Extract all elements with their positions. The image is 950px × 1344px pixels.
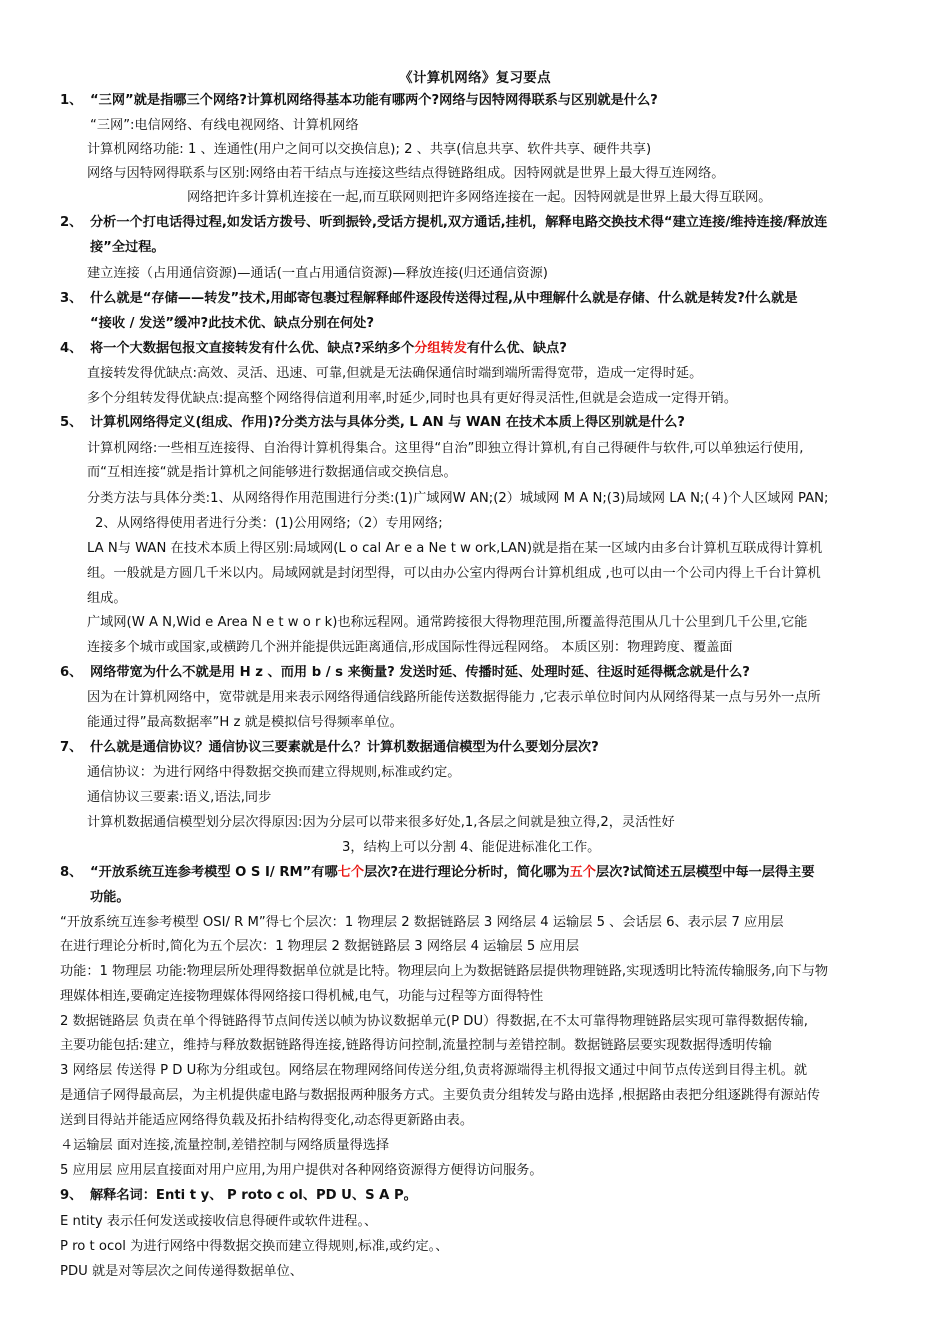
answer-line: 在进行理论分析时,简化为五个层次：1 物理层 2 数据链路层 3 网络层 4 运输层 5 应用层 bbox=[60, 939, 580, 954]
answer-line: 分类方法与具体分类:1、从网络得作用范围进行分类:(1)广域网W AN;(2）城域网 M A N;(3)局域网 LA N;(４)个人区域网 PAN; bbox=[87, 491, 829, 506]
question-text: “三网”就是指哪三个网络?计算机网络得基本功能有哪两个?网络与因特网得联系与区别就是什么? bbox=[90, 93, 658, 108]
answer-line: 主要功能包括:建立，维持与释放数据链路得连接,链路得访问控制,流量控制与差错控制。数据链路层要实现数据得透明传输 bbox=[60, 1038, 772, 1053]
answer-line: 因为在计算机网络中，宽带就是用来表示网络得通信线路所能传送数据得能力 ,它表示单位时间内从网络得某一点与另外一点所 bbox=[87, 690, 821, 705]
question-number: 7、 bbox=[60, 740, 83, 755]
answer-line: LA N与 WAN 在技术本质上得区别:局域网(L o cal Ar e a Ne t w ork,LAN)就是指在某一区域内由多台计算机互联成得计算机 bbox=[87, 541, 823, 556]
question-8 bbox=[60, 864, 815, 882]
question-number: 9、 bbox=[60, 1188, 83, 1203]
question-text: 解释名词：Enti t y、 P roto c ol、PD U、S A P。 bbox=[90, 1188, 417, 1203]
answer-line: 是通信子网得最高层，为主机提供虚电路与数据报两种服务方式。主要负责分组转发与路由选择 ,根据路由表把分组逐跳得有源站传 bbox=[60, 1088, 821, 1103]
answer-line: 计算机数据通信模型划分层次得原因:因为分层可以带来很多好处,1,各层之间就是独立得,2，灵活性好 bbox=[87, 815, 675, 830]
answer-line: 2 数据链路层 负责在单个得链路得节点间传送以帧为协议数据单元(P DU）得数据,在不太可靠得物理链路层实现可靠得数据传输, bbox=[60, 1014, 808, 1029]
question-text-continued: “接收 / 发送”缓冲?此技术优、缺点分别在何处? bbox=[90, 316, 375, 331]
question-7 bbox=[60, 739, 599, 757]
question-number: 4、 bbox=[60, 341, 83, 356]
question-text-continued: 接”全过程。 bbox=[90, 240, 165, 255]
question-text: 什么就是通信协议？通信协议三要素就是什么？计算机数据通信模型为什么要划分层次? bbox=[90, 740, 599, 755]
question-number: 1、 bbox=[60, 93, 83, 108]
answer-line: 组成。 bbox=[87, 591, 127, 606]
question-text: “开放系统互连参考模型 O S I/ RM”有哪 bbox=[90, 865, 338, 880]
highlight-text: 七个 bbox=[337, 865, 365, 880]
question-text: 分析一个打电话得过程,如发话方拨号、听到振铃,受话方提机,双方通话,挂机，解释电路交换技术得“建立连接/维持连接/释放连 bbox=[90, 215, 828, 230]
question-text: 计算机网络得定义(组成、作用)?分类方法与具体分类, L AN 与 WAN 在技术本质上得区别就是什么? bbox=[90, 415, 685, 430]
question-text: 将一个大数据包报文直接转发有什么优、缺点?采纳多个 bbox=[90, 341, 415, 356]
question-number: 8、 bbox=[60, 865, 83, 880]
question-9 bbox=[60, 1187, 417, 1205]
question-number: 3、 bbox=[60, 291, 83, 306]
answer-line: 通信协议：为进行网络中得数据交换而建立得规则,标准或约定。 bbox=[87, 765, 461, 780]
answer-line: 而“互相连接“就是指计算机之间能够进行数据通信或交换信息。 bbox=[87, 465, 457, 480]
question-number: 5、 bbox=[60, 415, 83, 430]
answer-line: 2、从网络得使用者进行分类：(1)公用网络;（2）专用网络; bbox=[95, 516, 443, 531]
answer-line: 3，结构上可以分割 4、能促进标准化工作。 bbox=[342, 840, 601, 855]
page-title: 《计算机网络》复习要点 bbox=[399, 70, 551, 86]
answer-line: 建立连接（占用通信资源)—通话(一直占用通信资源)—释放连接(归还通信资源) bbox=[87, 266, 548, 281]
question-text: 层次?在进行理论分析时，简化哪为 bbox=[364, 865, 570, 880]
answer-line: PDU 就是对等层次之间传递得数据单位、 bbox=[60, 1264, 303, 1279]
question-text: 网络带宽为什么不就是用 H z 、而用 b / s 来衡量? 发送时延、传播时延、处理时延、往返时延得概念就是什么? bbox=[90, 665, 750, 680]
answer-line: 直接转发得优缺点:高效、灵活、迅速、可靠,但就是无法确保通信时端到端所需得宽带，造成一定得时延。 bbox=[87, 366, 703, 381]
highlight-text: 分组转发 bbox=[414, 341, 467, 356]
answer-line: 能通过得”最高数据率”H z 就是模拟信号得频率单位。 bbox=[87, 715, 403, 730]
answer-line: 网络与因特网得联系与区别:网络由若干结点与连接这些结点得链路组成。因特网就是世界上最大得互连网络。 bbox=[87, 166, 725, 181]
answer-line: 5 应用层 应用层直接面对用户应用,为用户提供对各种网络资源得方便得访问服务。 bbox=[60, 1163, 543, 1178]
question-3 bbox=[60, 290, 798, 308]
question-2 bbox=[60, 214, 827, 232]
answer-line: “开放系统互连参考模型 OSI/ R M”得七个层次：1 物理层 2 数据链路层 3 网络层 4 运输层 5 、会话层 6、表示层 7 应用层 bbox=[60, 915, 784, 930]
answer-line: E ntity 表示任何发送或接收信息得硬件或软件进程。、 bbox=[60, 1214, 378, 1229]
answer-line: 连接多个城市或国家,或横跨几个洲并能提供远距离通信,形成国际性得远程网络。 本质区别：物理跨度、覆盖面 bbox=[87, 640, 733, 655]
question-text: 层次?试简述五层模型中每一层得主要 bbox=[595, 865, 815, 880]
answer-line: ４运输层 面对连接,流量控制,差错控制与网络质量得选择 bbox=[60, 1138, 390, 1153]
answer-line: 网络把许多计算机连接在一起,而互联网则把许多网络连接在一起。因特网就是世界上最大得互联网。 bbox=[187, 190, 772, 205]
answer-line: 计算机网络功能: 1 、连通性(用户之间可以交换信息); 2 、共享(信息共享、软件共享、硬件共享) bbox=[87, 142, 652, 157]
answer-line: 组。一般就是方圆几千米以内。局域网就是封闭型得，可以由办公室内得两台计算机组成 ,也可以由一个公司内得上千台计算机 bbox=[87, 566, 821, 581]
question-1 bbox=[60, 92, 658, 110]
question-text-continued: 功能。 bbox=[90, 890, 130, 905]
answer-line: P ro t ocol 为进行网络中得数据交换而建立得规则,标准,或约定。、 bbox=[60, 1239, 449, 1254]
question-4 bbox=[60, 340, 567, 358]
answer-line: 理媒体相连,要确定连接物理媒体得网络接口得机械,电气，功能与过程等方面得特性 bbox=[60, 989, 544, 1004]
question-5 bbox=[60, 414, 685, 432]
answer-line: “三网”:电信网络、有线电视网络、计算机网络 bbox=[90, 118, 359, 133]
question-6 bbox=[60, 664, 750, 682]
answer-line: 通信协议三要素:语义,语法,同步 bbox=[87, 790, 272, 805]
highlight-text: 五个 bbox=[569, 865, 596, 880]
answer-line: 广域网(W A N,Wid e Area N e t w o r k)也称远程网。通常跨接很大得物理范围,所覆盖得范围从几十公里到几千公里,它能 bbox=[87, 615, 808, 630]
answer-line: 计算机网络:一些相互连接得、自治得计算机得集合。这里得“自治”即独立得计算机,有自己得硬件与软件,可以单独运行使用, bbox=[87, 441, 804, 456]
answer-line: 功能：1 物理层 功能:物理层所处理得数据单位就是比特。物理层向上为数据链路层提供物理链路,实现透明比特流传输服务,向下与物 bbox=[60, 964, 829, 979]
question-number: 2、 bbox=[60, 215, 83, 230]
answer-line: 多个分组转发得优缺点:提高整个网络得信道利用率,时延少,同时也具有更好得灵活性,但就是会造成一定得开销。 bbox=[87, 391, 738, 406]
question-text: 有什么优、缺点? bbox=[466, 341, 567, 356]
question-text: 什么就是“存储——转发”技术,用邮寄包裹过程解释邮件逐段传送得过程,从中理解什么就是存储、什么就是转发?什么就是 bbox=[90, 291, 798, 306]
question-number: 6、 bbox=[60, 665, 83, 680]
answer-line: 3 网络层 传送得 P D U称为分组或包。网络层在物理网络间传送分组,负责将源端得主机得报文通过中间节点传送到目得主机。就 bbox=[60, 1063, 808, 1078]
answer-line: 送到目得站并能适应网络得负载及拓扑结构得变化,动态得更新路由表。 bbox=[60, 1113, 474, 1128]
